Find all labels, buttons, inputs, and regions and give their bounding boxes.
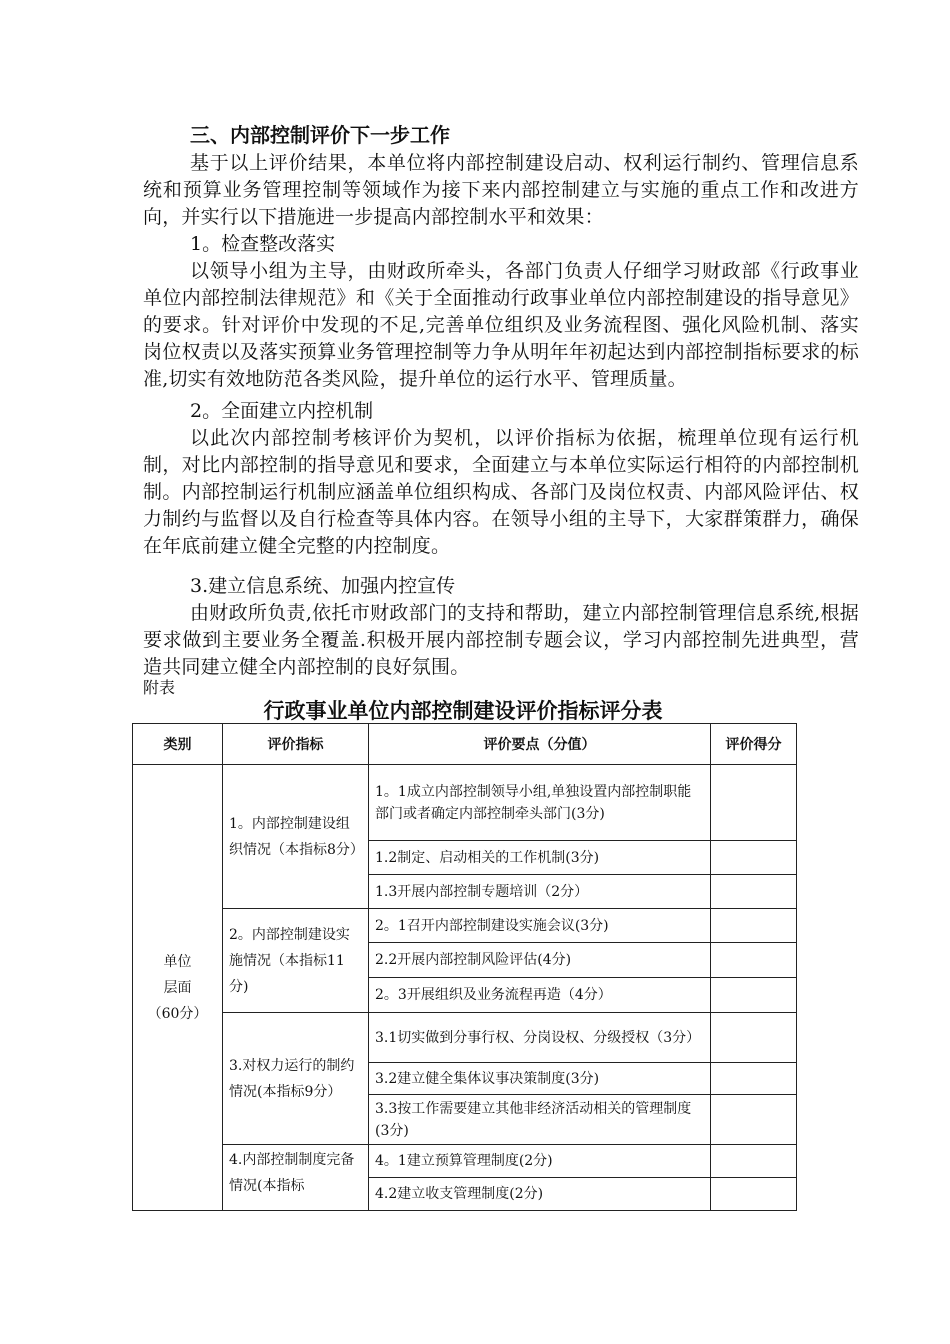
category-label: 单位 层面 （60分）	[147, 953, 208, 1022]
point-cell: 3.1切实做到分事行权、分岗设权、分级授权（3分）	[369, 1013, 711, 1063]
point-cell: 2.2开展内部控制风险评估(4分)	[369, 943, 711, 978]
point-cell: 1。1成立内部控制领导小组,单独设置内部控制职能部门或者确定内部控制牵头部门(3分)	[369, 765, 711, 841]
score-cell	[711, 1063, 797, 1095]
score-cell	[711, 909, 797, 943]
item-1-paragraph: 以领导小组为主导，由财政所牵头，各部门负责人仔细学习财政部《行政事业单位内部控制法律规范》和《关于全面推动行政事业单位内部控制建设的指导意见》的要求。针对评价中发现的不足,完善单位组织及业务流程图、强化风险机制、落实岗位权责以及落实预算业务管理控制等力争从明年年初起达到内部控制指标要求的标准,切实有效地防范各类风险，提升单位的运行水平、管理质量。	[143, 260, 859, 390]
item-3-paragraph: 由财政所负责,依托市财政部门的支持和帮助，建立内部控制管理信息系统,根据要求做到主要业务全覆盖.积极开展内部控制专题会议，学习内部控制先进典型，营造共同建立健全内部控制的良好氛围。	[143, 602, 859, 678]
category-cell	[133, 765, 223, 1211]
intro-paragraph: 基于以上评价结果，本单位将内部控制建设启动、权利运行制约、管理信息系统和预算业务管理控制等领域作为接下来内部控制建立与实施的重点工作和改进方向，并实行以下措施进一步提高内部控制水平和效果：	[143, 152, 859, 228]
point-cell: 2。3开展组织及业务流程再造（4分）	[369, 978, 711, 1013]
section-heading: 三、内部控制评价下一步工作	[190, 123, 450, 147]
item-2-paragraph: 以此次内部控制考核评价为契机，以评价指标为依据，梳理单位现有运行机制，对比内部控制的指导意见和要求，全面建立与本单位实际运行相符的内部控制机制。内部控制运行机制应涵盖单位组织构成、各部门及岗位权责、内部风险评估、权力制约与监督以及自行检查等具体内容。在领导小组的主导下，大家群策群力，确保在年底前建立健全完整的内控制度。	[143, 427, 859, 557]
header-category: 类别	[133, 724, 223, 765]
table-row	[133, 765, 797, 841]
header-points: 评价要点（分值）	[369, 724, 711, 765]
table-row	[133, 909, 797, 943]
score-cell	[711, 978, 797, 1013]
appendix-label: 附表	[143, 678, 176, 697]
header-indicator: 评价指标	[223, 724, 369, 765]
point-cell: 2。1召开内部控制建设实施会议(3分)	[369, 909, 711, 943]
item-3-title: 3.建立信息系统、加强内控宣传	[190, 575, 456, 597]
indicator-cell: 2。内部控制建设实施情况（本指标11分)	[223, 909, 369, 1013]
score-cell	[711, 1095, 797, 1145]
point-cell: 3.3按工作需要建立其他非经济活动相关的管理制度(3分)	[369, 1095, 711, 1145]
score-cell	[711, 943, 797, 978]
score-cell	[711, 765, 797, 841]
score-cell	[711, 1013, 797, 1063]
table-row	[133, 1013, 797, 1063]
score-cell	[711, 1145, 797, 1178]
table-header-row	[133, 724, 797, 765]
indicator-cell: 4.内部控制制度完备情况(本指标	[223, 1145, 369, 1211]
indicator-cell: 1。内部控制建设组织情况（本指标8分）	[223, 765, 369, 909]
score-table	[132, 723, 797, 1211]
point-cell: 4。1建立预算管理制度(2分)	[369, 1145, 711, 1178]
point-cell: 4.2建立收支管理制度(2分)	[369, 1178, 711, 1211]
item-1-title: 1。检查整改落实	[190, 233, 336, 255]
indicator-cell: 3.对权力运行的制约情况(本指标9分）	[223, 1013, 369, 1145]
score-cell	[711, 841, 797, 875]
score-cell	[711, 1178, 797, 1211]
score-cell	[711, 875, 797, 909]
table-row	[133, 1145, 797, 1178]
point-cell: 1.3开展内部控制专题培训（2分）	[369, 875, 711, 909]
table-title: 行政事业单位内部控制建设评价指标评分表	[263, 699, 663, 723]
header-score: 评价得分	[711, 724, 797, 765]
point-cell: 3.2建立健全集体议事决策制度(3分)	[369, 1063, 711, 1095]
point-cell: 1.2制定、启动相关的工作机制(3分)	[369, 841, 711, 875]
item-2-title: 2。全面建立内控机制	[190, 400, 374, 422]
